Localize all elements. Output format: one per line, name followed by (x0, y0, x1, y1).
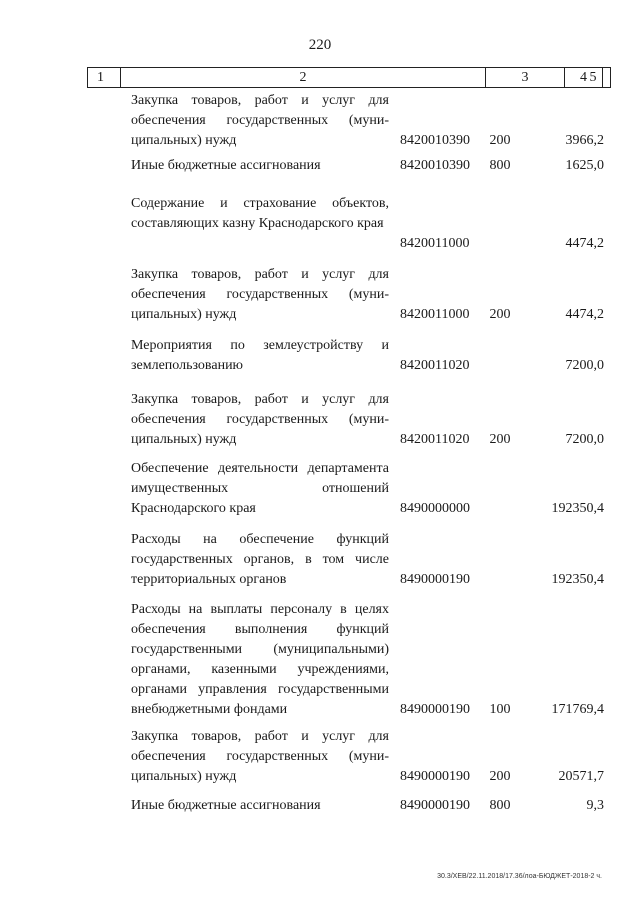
row-amount: 192350,4 (551, 501, 604, 516)
row-amount: 9,3 (586, 798, 604, 813)
row-amount: 4474,2 (565, 236, 604, 251)
row-description: Закупка товаров, работ и услуг для обеспечения государственных (муни-ципальных) нужд (131, 729, 389, 784)
row-expense-type: 100 (489, 702, 511, 717)
row-amount: 4474,2 (565, 307, 604, 322)
table-row (0, 336, 640, 376)
row-code: 8420010390 (400, 158, 470, 173)
row-description: Закупка товаров, работ и услуг для обеспечения государственных (муни-ципальных) нужд (131, 267, 389, 322)
header-col-3: 3 (486, 68, 565, 87)
row-description: Расходы на выплаты персоналу в целях обеспечения выполнения функций государственными (муниципальными) органами, казенными учреждениями, органами управления государственными внебюджетными фондами (131, 602, 389, 717)
row-expense-type: 200 (489, 432, 511, 447)
row-amount: 20571,7 (558, 769, 604, 784)
row-code: 8420011020 (400, 358, 470, 373)
row-expense-type: 200 (489, 133, 511, 148)
row-amount: 7200,0 (565, 432, 604, 447)
row-amount: 7200,0 (565, 358, 604, 373)
table-row (0, 194, 640, 254)
table-row (0, 390, 640, 450)
header-col-5: 5 (589, 70, 597, 85)
page-number: 220 (308, 37, 332, 53)
row-expense-type: 200 (489, 769, 511, 784)
table-row (0, 156, 640, 176)
row-code: 8490000000 (400, 501, 470, 516)
row-expense-type: 200 (489, 307, 511, 322)
table-row (0, 91, 640, 151)
row-code: 8420010390 (400, 133, 470, 148)
table-row (0, 265, 640, 325)
header-col-1: 1 (88, 68, 121, 87)
row-code: 8490000190 (400, 769, 470, 784)
row-expense-type: 800 (489, 158, 511, 173)
row-code: 8490000190 (400, 798, 470, 813)
header-col-2: 2 (121, 68, 486, 87)
row-amount: 192350,4 (551, 572, 604, 587)
row-code: 8420011000 (400, 236, 470, 251)
table-row (0, 530, 640, 590)
row-amount: 3966,2 (565, 133, 604, 148)
row-description: Содержание и страхование объектов, составляющих казну Краснодарского края (131, 196, 389, 231)
row-description: Закупка товаров, работ и услуг для обеспечения государственных (муни-ципальных) нужд (131, 392, 389, 447)
row-code: 8490000190 (400, 572, 470, 587)
row-code: 8490000190 (400, 702, 470, 717)
row-description: Обеспечение деятельности департамента имущественных отношений Краснодарского края (131, 461, 389, 516)
row-description: Мероприятия по землеустройству и землепользованию (131, 338, 389, 373)
row-expense-type: 800 (489, 798, 511, 813)
row-amount: 171769,4 (551, 702, 604, 717)
table-row (0, 600, 640, 720)
header-col-4: 4 (565, 68, 603, 87)
row-description: Иные бюджетные ассигнования (131, 798, 321, 813)
table-row (0, 459, 640, 519)
table-header-row (87, 67, 611, 88)
row-code: 8420011020 (400, 432, 470, 447)
row-description: Иные бюджетные ассигнования (131, 158, 321, 173)
row-description: Закупка товаров, работ и услуг для обеспечения государственных (муни-ципальных) нужд (131, 93, 389, 148)
document-footer-code: 30.3/ХЕВ/22.11.2018/17.36/лоа-БЮДЖЕТ-2018-2 ч. (437, 873, 602, 880)
table-row (0, 727, 640, 787)
table-row (0, 796, 640, 816)
row-code: 8420011000 (400, 307, 470, 322)
row-amount: 1625,0 (565, 158, 604, 173)
row-description: Расходы на обеспечение функций государственных органов, в том числе территориальных органов (131, 532, 389, 587)
